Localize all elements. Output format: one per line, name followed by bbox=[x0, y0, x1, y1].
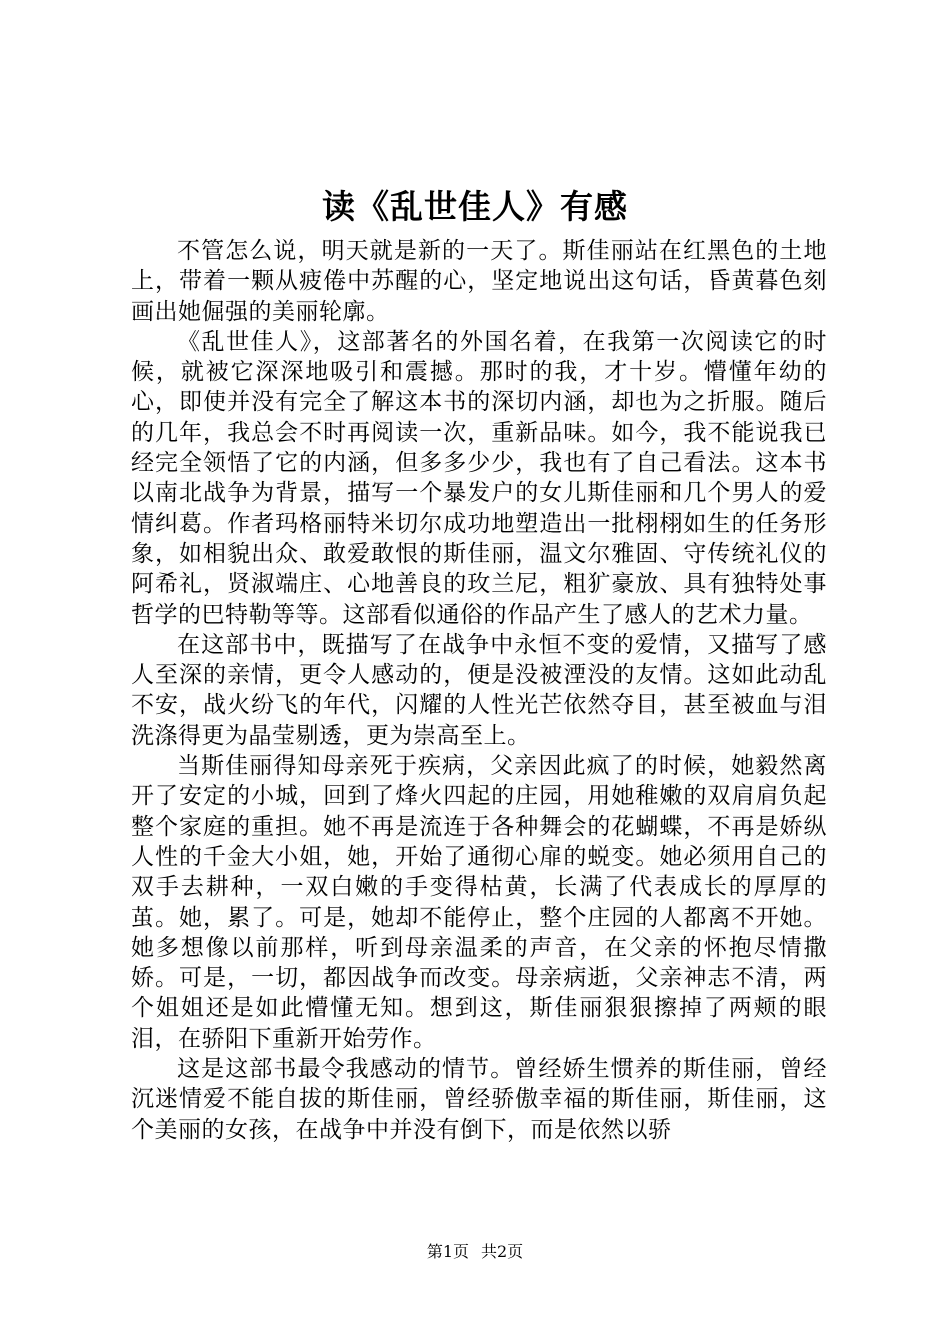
page-number-current: 第1页 bbox=[426, 1242, 469, 1261]
document-body bbox=[131, 236, 827, 1145]
paragraph-2: 《乱世佳人》，这部著名的外国名着，在我第一次阅读它的时候，就被它深深地吸引和震撼。那时的我，才十岁。懵懂年幼的心，即使并没有完全了解这本书的深切内涵，却也为之折服。随后的几年，我总会不时再阅读一次，重新品味。如今，我不能说我已经完全领悟了它的内涵，但多多少少，我也有了自己看法。这本书以南北战争为背景，描写一个暴发户的女儿斯佳丽和几个男人的爱情纠葛。作者玛格丽特米切尔成功地塑造出一批栩栩如生的任务形象，如相貌出众、敢爱敢恨的斯佳丽，温文尔雅固、守传统礼仪的阿希礼，贤淑端庄、心地善良的玫兰尼，粗犷豪放、具有独特处事哲学的巴特勒等等。这部看似通俗的作品产生了感人的艺术力量。 bbox=[131, 328, 827, 628]
paragraph-5: 这是这部书最令我感动的情节。曾经娇生惯养的斯佳丽，曾经沉迷情爱不能自拔的斯佳丽，曾经骄傲幸福的斯佳丽，斯佳丽，这个美丽的女孩，在战争中并没有倒下，而是依然以骄 bbox=[131, 1056, 827, 1143]
page-footer bbox=[0, 1240, 950, 1264]
paragraph-3: 在这部书中，既描写了在战争中永恒不变的爱情，又描写了感人至深的亲情，更令人感动的，便是没被湮没的友情。这如此动乱不安，战火纷飞的年代，闪耀的人性光芒依然夺目，甚至被血与泪洗涤得更为晶莹剔透，更为崇高至上。 bbox=[131, 631, 827, 749]
paragraph-4: 当斯佳丽得知母亲死于疾病，父亲因此疯了的时候，她毅然离开了安定的小城，回到了烽火四起的庄园，用她稚嫩的双肩肩负起整个家庭的重担。她不再是流连于各种舞会的花蝴蝶，不再是娇纵人性的千金大小姐，她，开始了通彻心扉的蜕变。她必须用自己的双手去耕种，一双白嫩的手变得枯黄，长满了代表成长的厚厚的茧。她，累了。可是，她却不能停止，整个庄园的人都离不开她。她多想像以前那样，听到母亲温柔的声音，在父亲的怀抱尽情撒娇。可是，一切，都因战争而改变。母亲病逝，父亲神志不清，两个姐姐还是如此懵懂无知。想到这，斯佳丽狠狠擦掉了两颊的眼泪，在骄阳下重新开始劳作。 bbox=[131, 753, 827, 1052]
page-number-total: 共2页 bbox=[481, 1242, 524, 1261]
paragraph-1: 不管怎么说，明天就是新的一天了。斯佳丽站在红黑色的土地上，带着一颗从疲倦中苏醒的心，坚定地说出这句话，昏黄暮色刻画出她倔强的美丽轮廓。 bbox=[131, 238, 827, 325]
document-title: 读《乱世佳人》有感 bbox=[322, 187, 628, 226]
